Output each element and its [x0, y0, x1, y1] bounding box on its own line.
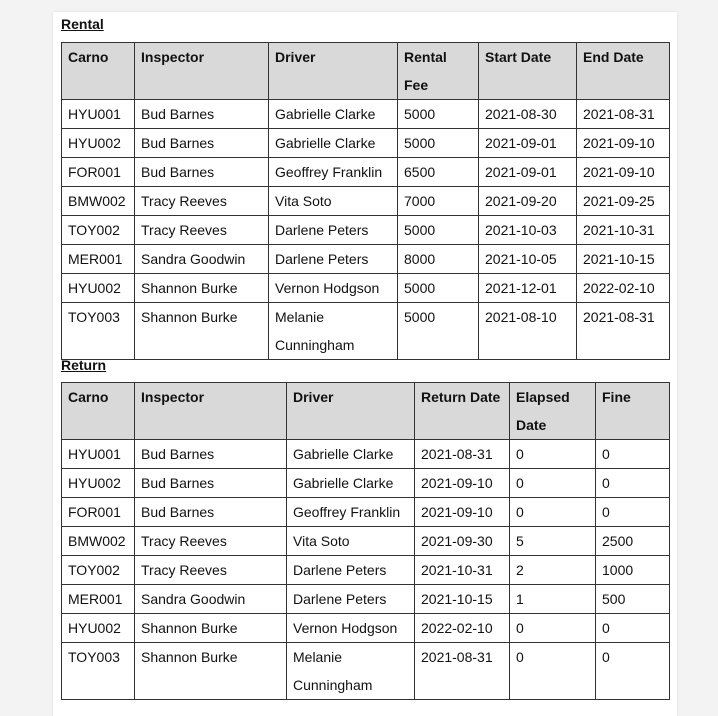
table-cell: Bud Barnes	[135, 100, 269, 129]
table-row	[62, 187, 670, 216]
table-cell: 2021-09-25	[577, 187, 670, 216]
rental-column-header: Rental Fee	[398, 43, 479, 100]
rental-column-header: Start Date	[479, 43, 577, 100]
rental-column-header: Inspector	[135, 43, 269, 100]
table-cell: Gabrielle Clarke	[269, 100, 398, 129]
rental-column-header: End Date	[577, 43, 670, 100]
table-cell: TOY003	[62, 303, 135, 360]
return-table-header	[62, 383, 670, 440]
table-row	[62, 614, 670, 643]
table-cell: 2021-09-01	[479, 158, 577, 187]
table-row	[62, 527, 670, 556]
table-cell: Bud Barnes	[135, 498, 287, 527]
table-cell: Tracy Reeves	[135, 187, 269, 216]
return-column-header: Carno	[62, 383, 135, 440]
table-cell: 5000	[398, 274, 479, 303]
return-column-header: Fine	[596, 383, 670, 440]
table-cell: Darlene Peters	[269, 216, 398, 245]
table-cell: 0	[596, 498, 670, 527]
table-row	[62, 469, 670, 498]
table-cell: 2021-08-30	[479, 100, 577, 129]
table-row	[62, 100, 670, 129]
table-cell: 0	[510, 469, 596, 498]
table-cell: 6500	[398, 158, 479, 187]
table-cell: BMW002	[62, 527, 135, 556]
table-cell: Bud Barnes	[135, 129, 269, 158]
table-cell: Shannon Burke	[135, 303, 269, 360]
table-cell: 5000	[398, 100, 479, 129]
table-cell: 2021-10-03	[479, 216, 577, 245]
table-row	[62, 556, 670, 585]
rental-column-header: Carno	[62, 43, 135, 100]
return-table-body	[62, 440, 670, 700]
rental-section-title: Rental	[61, 16, 104, 32]
table-cell: 2500	[596, 527, 670, 556]
table-row	[62, 643, 670, 700]
return-column-header: Inspector	[135, 383, 287, 440]
table-cell: HYU002	[62, 129, 135, 158]
table-cell: 2021-09-30	[415, 527, 510, 556]
table-cell: 2021-10-05	[479, 245, 577, 274]
table-cell: 2021-09-10	[577, 158, 670, 187]
return-section-title: Return	[61, 357, 107, 373]
rental-column-header: Driver	[269, 43, 398, 100]
table-row	[62, 274, 670, 303]
table-cell: Melanie Cunningham	[287, 643, 415, 700]
table-cell: 0	[596, 469, 670, 498]
table-cell: 2021-10-31	[577, 216, 670, 245]
table-cell: Bud Barnes	[135, 469, 287, 498]
table-cell: HYU002	[62, 469, 135, 498]
table-cell: 7000	[398, 187, 479, 216]
table-cell: Darlene Peters	[287, 585, 415, 614]
table-cell: 500	[596, 585, 670, 614]
table-cell: 5000	[398, 303, 479, 360]
table-cell: TOY002	[62, 556, 135, 585]
return-column-header: Return Date	[415, 383, 510, 440]
table-cell: FOR001	[62, 498, 135, 527]
table-cell: Gabrielle Clarke	[287, 469, 415, 498]
rental-header-row	[62, 43, 670, 100]
table-cell: HYU002	[62, 614, 135, 643]
table-cell: 2021-08-31	[577, 100, 670, 129]
table-cell: Shannon Burke	[135, 274, 269, 303]
table-cell: Vernon Hodgson	[269, 274, 398, 303]
table-row	[62, 129, 670, 158]
table-cell: 2022-02-10	[415, 614, 510, 643]
table-cell: Geoffrey Franklin	[287, 498, 415, 527]
table-cell: 2021-09-10	[577, 129, 670, 158]
table-row	[62, 498, 670, 527]
table-cell: 1	[510, 585, 596, 614]
table-cell: TOY002	[62, 216, 135, 245]
table-row	[62, 158, 670, 187]
table-cell: Melanie Cunningham	[269, 303, 398, 360]
table-cell: 5	[510, 527, 596, 556]
table-cell: 2	[510, 556, 596, 585]
table-row	[62, 216, 670, 245]
table-cell: 2021-10-15	[577, 245, 670, 274]
table-cell: Tracy Reeves	[135, 556, 287, 585]
table-cell: 8000	[398, 245, 479, 274]
table-cell: 2021-09-10	[415, 469, 510, 498]
table-row	[62, 245, 670, 274]
table-cell: Gabrielle Clarke	[287, 440, 415, 469]
table-cell: Tracy Reeves	[135, 527, 287, 556]
document-page	[53, 12, 677, 716]
table-cell: 2021-08-31	[577, 303, 670, 360]
rental-table-header	[62, 43, 670, 100]
return-column-header: Driver	[287, 383, 415, 440]
table-cell: 0	[596, 643, 670, 700]
return-table	[61, 382, 670, 700]
table-cell: Darlene Peters	[269, 245, 398, 274]
table-cell: BMW002	[62, 187, 135, 216]
table-cell: 0	[596, 440, 670, 469]
return-column-header: Elapsed Date	[510, 383, 596, 440]
rental-table	[61, 42, 670, 360]
table-cell: HYU002	[62, 274, 135, 303]
table-row	[62, 585, 670, 614]
table-cell: 2021-08-31	[415, 643, 510, 700]
table-cell: Gabrielle Clarke	[269, 129, 398, 158]
table-cell: TOY003	[62, 643, 135, 700]
table-cell: 2021-08-31	[415, 440, 510, 469]
table-cell: MER001	[62, 585, 135, 614]
table-cell: FOR001	[62, 158, 135, 187]
table-cell: Shannon Burke	[135, 643, 287, 700]
table-cell: 0	[510, 614, 596, 643]
table-cell: Bud Barnes	[135, 440, 287, 469]
table-cell: 0	[510, 643, 596, 700]
table-cell: 2021-09-10	[415, 498, 510, 527]
table-cell: Vita Soto	[269, 187, 398, 216]
table-cell: 5000	[398, 216, 479, 245]
table-cell: Vita Soto	[287, 527, 415, 556]
table-cell: 2021-09-01	[479, 129, 577, 158]
table-cell: 2021-12-01	[479, 274, 577, 303]
table-cell: Sandra Goodwin	[135, 245, 269, 274]
table-cell: Geoffrey Franklin	[269, 158, 398, 187]
table-cell: 2021-08-10	[479, 303, 577, 360]
table-cell: Vernon Hodgson	[287, 614, 415, 643]
table-cell: Bud Barnes	[135, 158, 269, 187]
table-cell: 0	[510, 498, 596, 527]
table-row	[62, 303, 670, 360]
rental-table-body	[62, 100, 670, 360]
table-cell: 2021-10-31	[415, 556, 510, 585]
table-row	[62, 440, 670, 469]
table-cell: 2021-10-15	[415, 585, 510, 614]
table-cell: Darlene Peters	[287, 556, 415, 585]
table-cell: 1000	[596, 556, 670, 585]
table-cell: 5000	[398, 129, 479, 158]
table-cell: HYU001	[62, 100, 135, 129]
table-cell: 2021-09-20	[479, 187, 577, 216]
table-cell: Sandra Goodwin	[135, 585, 287, 614]
table-cell: 2022-02-10	[577, 274, 670, 303]
table-cell: 0	[596, 614, 670, 643]
table-cell: MER001	[62, 245, 135, 274]
table-cell: 0	[510, 440, 596, 469]
table-cell: Tracy Reeves	[135, 216, 269, 245]
return-header-row	[62, 383, 670, 440]
table-cell: Shannon Burke	[135, 614, 287, 643]
table-cell: HYU001	[62, 440, 135, 469]
